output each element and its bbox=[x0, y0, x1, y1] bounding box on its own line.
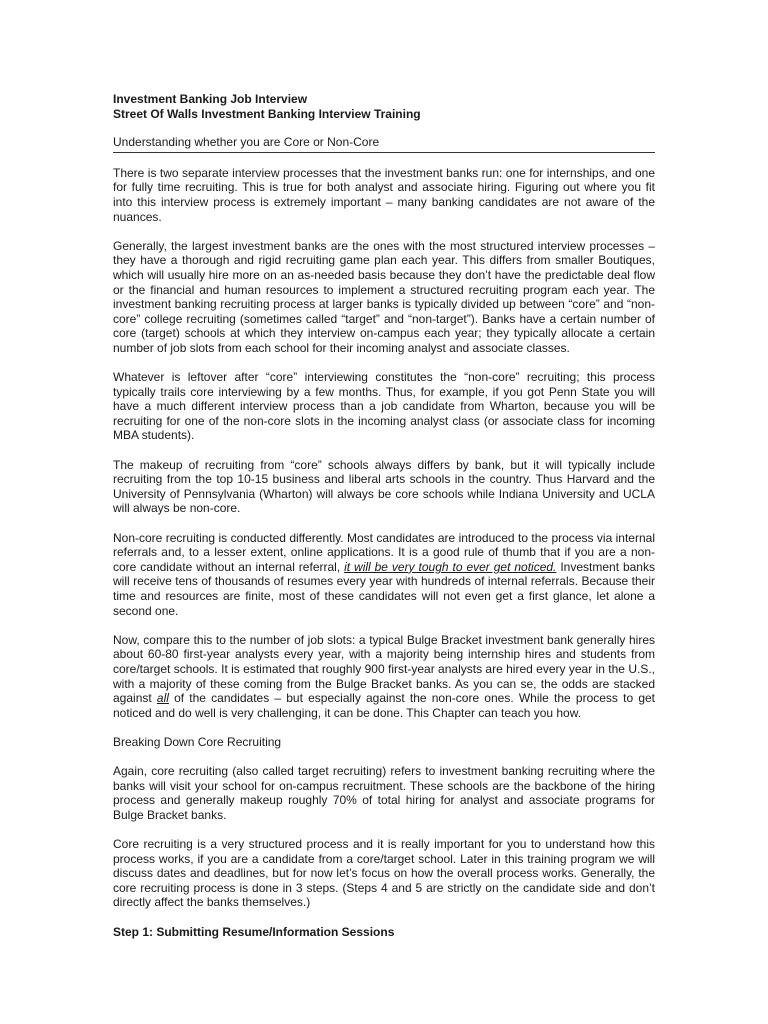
step-1-heading: Step 1: Submitting Resume/Information Sessions bbox=[113, 924, 395, 939]
document-title-line-2: Street Of Walls Investment Banking Interview Training bbox=[113, 106, 421, 121]
paragraph-6-text-a: Now, compare this to the number of job slots: a typical Bulge Bracket investment bank generally hires about 60-80 first-year analysts every year, with a majority being internship hires and students from core/target schools. It is estimated that roughly 900 first-year analysts are hired every year in the U.S., with a majority of these coming from the Bulge Bracket banks. As you can se, the odds are stacked against bbox=[113, 632, 655, 706]
paragraph-6-text-b: of the candidates – but especially against the non-core ones. While the process to get noticed and do well is very challenging, it can be done. This Chapter can teach you how. bbox=[113, 691, 656, 720]
paragraph-7: Again, core recruiting (also called target recruiting) refers to investment banking recruiting where the banks will visit your school for on-campus recruitment. These schools are the backbone of the hiring process and generally makeup roughly 70% of total hiring for analyst and associate programs for Bulge Bracket banks. bbox=[113, 764, 655, 822]
paragraph-2: Generally, the largest investment banks are the ones with the most structured interview processes – they have a thorough and rigid recruiting game plan each year. This differs from smaller Boutiques, which will usually hire more on an as-needed basis because they don’t have the predictable deal flow or the financial and human resources to implement a structured recruiting program each year. The investment banking recruiting process at larger banks is typically divided up between “core” and “non-core” college recruiting (sometimes called “target” and “non-target”). Banks have a certain number of core (target) schools at which they interview on-campus each year; they typically allocate a certain number of job slots from each school for their incoming analyst and associate classes. bbox=[113, 238, 655, 355]
paragraph-4: The makeup of recruiting from “core” schools always differs by bank, but it will typically include recruiting from the top 10-15 business and liberal arts schools in the country. Thus Harvard and the University of Pennsylvania (Wharton) will always be core schools while Indiana University and UCLA will always be non-core. bbox=[113, 457, 655, 516]
paragraph-5 bbox=[113, 531, 655, 619]
document-title-line-1: Investment Banking Job Interview bbox=[113, 92, 308, 106]
document-page bbox=[113, 92, 655, 939]
paragraph-1: There is two separate interview processes that the investment banks run: one for internships, and one for fully time recruiting. This is true for both analyst and associate hiring. Figuring out where you fit into this interview process is extremely important – many banking candidates are not aware of the nuances. bbox=[113, 165, 655, 224]
paragraph-3: Whatever is leftover after “core” interviewing constitutes the “non-core” recruiting; this process typically trails core interviewing by a few months. Thus, for example, if you got Penn State you will have a much different interview process than a job candidate from Wharton, because you will be recruiting for one of the non-core slots in the incoming analyst class (or associate class for incoming MBA students). bbox=[113, 370, 655, 443]
section-heading: Understanding whether you are Core or Non-Core bbox=[113, 135, 655, 153]
paragraph-6 bbox=[113, 633, 655, 721]
paragraph-5-emphasis: it will be very tough to ever get noticed. bbox=[344, 559, 557, 574]
subheading-core-recruiting: Breaking Down Core Recruiting bbox=[113, 734, 282, 749]
paragraph-6-emphasis: all bbox=[156, 691, 169, 706]
paragraph-5-text-a: Non-core recruiting is conducted differently. Most candidates are introduced to the process via internal referrals and, to a lesser extent, online applications. It is a good rule of thumb that if you are a non-core candidate without an internal referral, bbox=[113, 530, 655, 574]
paragraph-5-text-b: Investment banks will receive tens of thousands of resumes every year with hundreds of internal referrals. Because their time and resources are finite, most of these candidates will not even get a first glance, let alone a second one. bbox=[113, 559, 655, 618]
paragraph-8: Core recruiting is a very structured process and it is really important for you to understand how this process works, if you are a candidate from a core/target school. Later in this training program we will discuss dates and deadlines, but for now let’s focus on how the overall process works. Generally, the core recruiting process is done in 3 steps. (Steps 4 and 5 are strictly on the candidate side and don’t directly affect the banks themselves.) bbox=[113, 837, 655, 910]
